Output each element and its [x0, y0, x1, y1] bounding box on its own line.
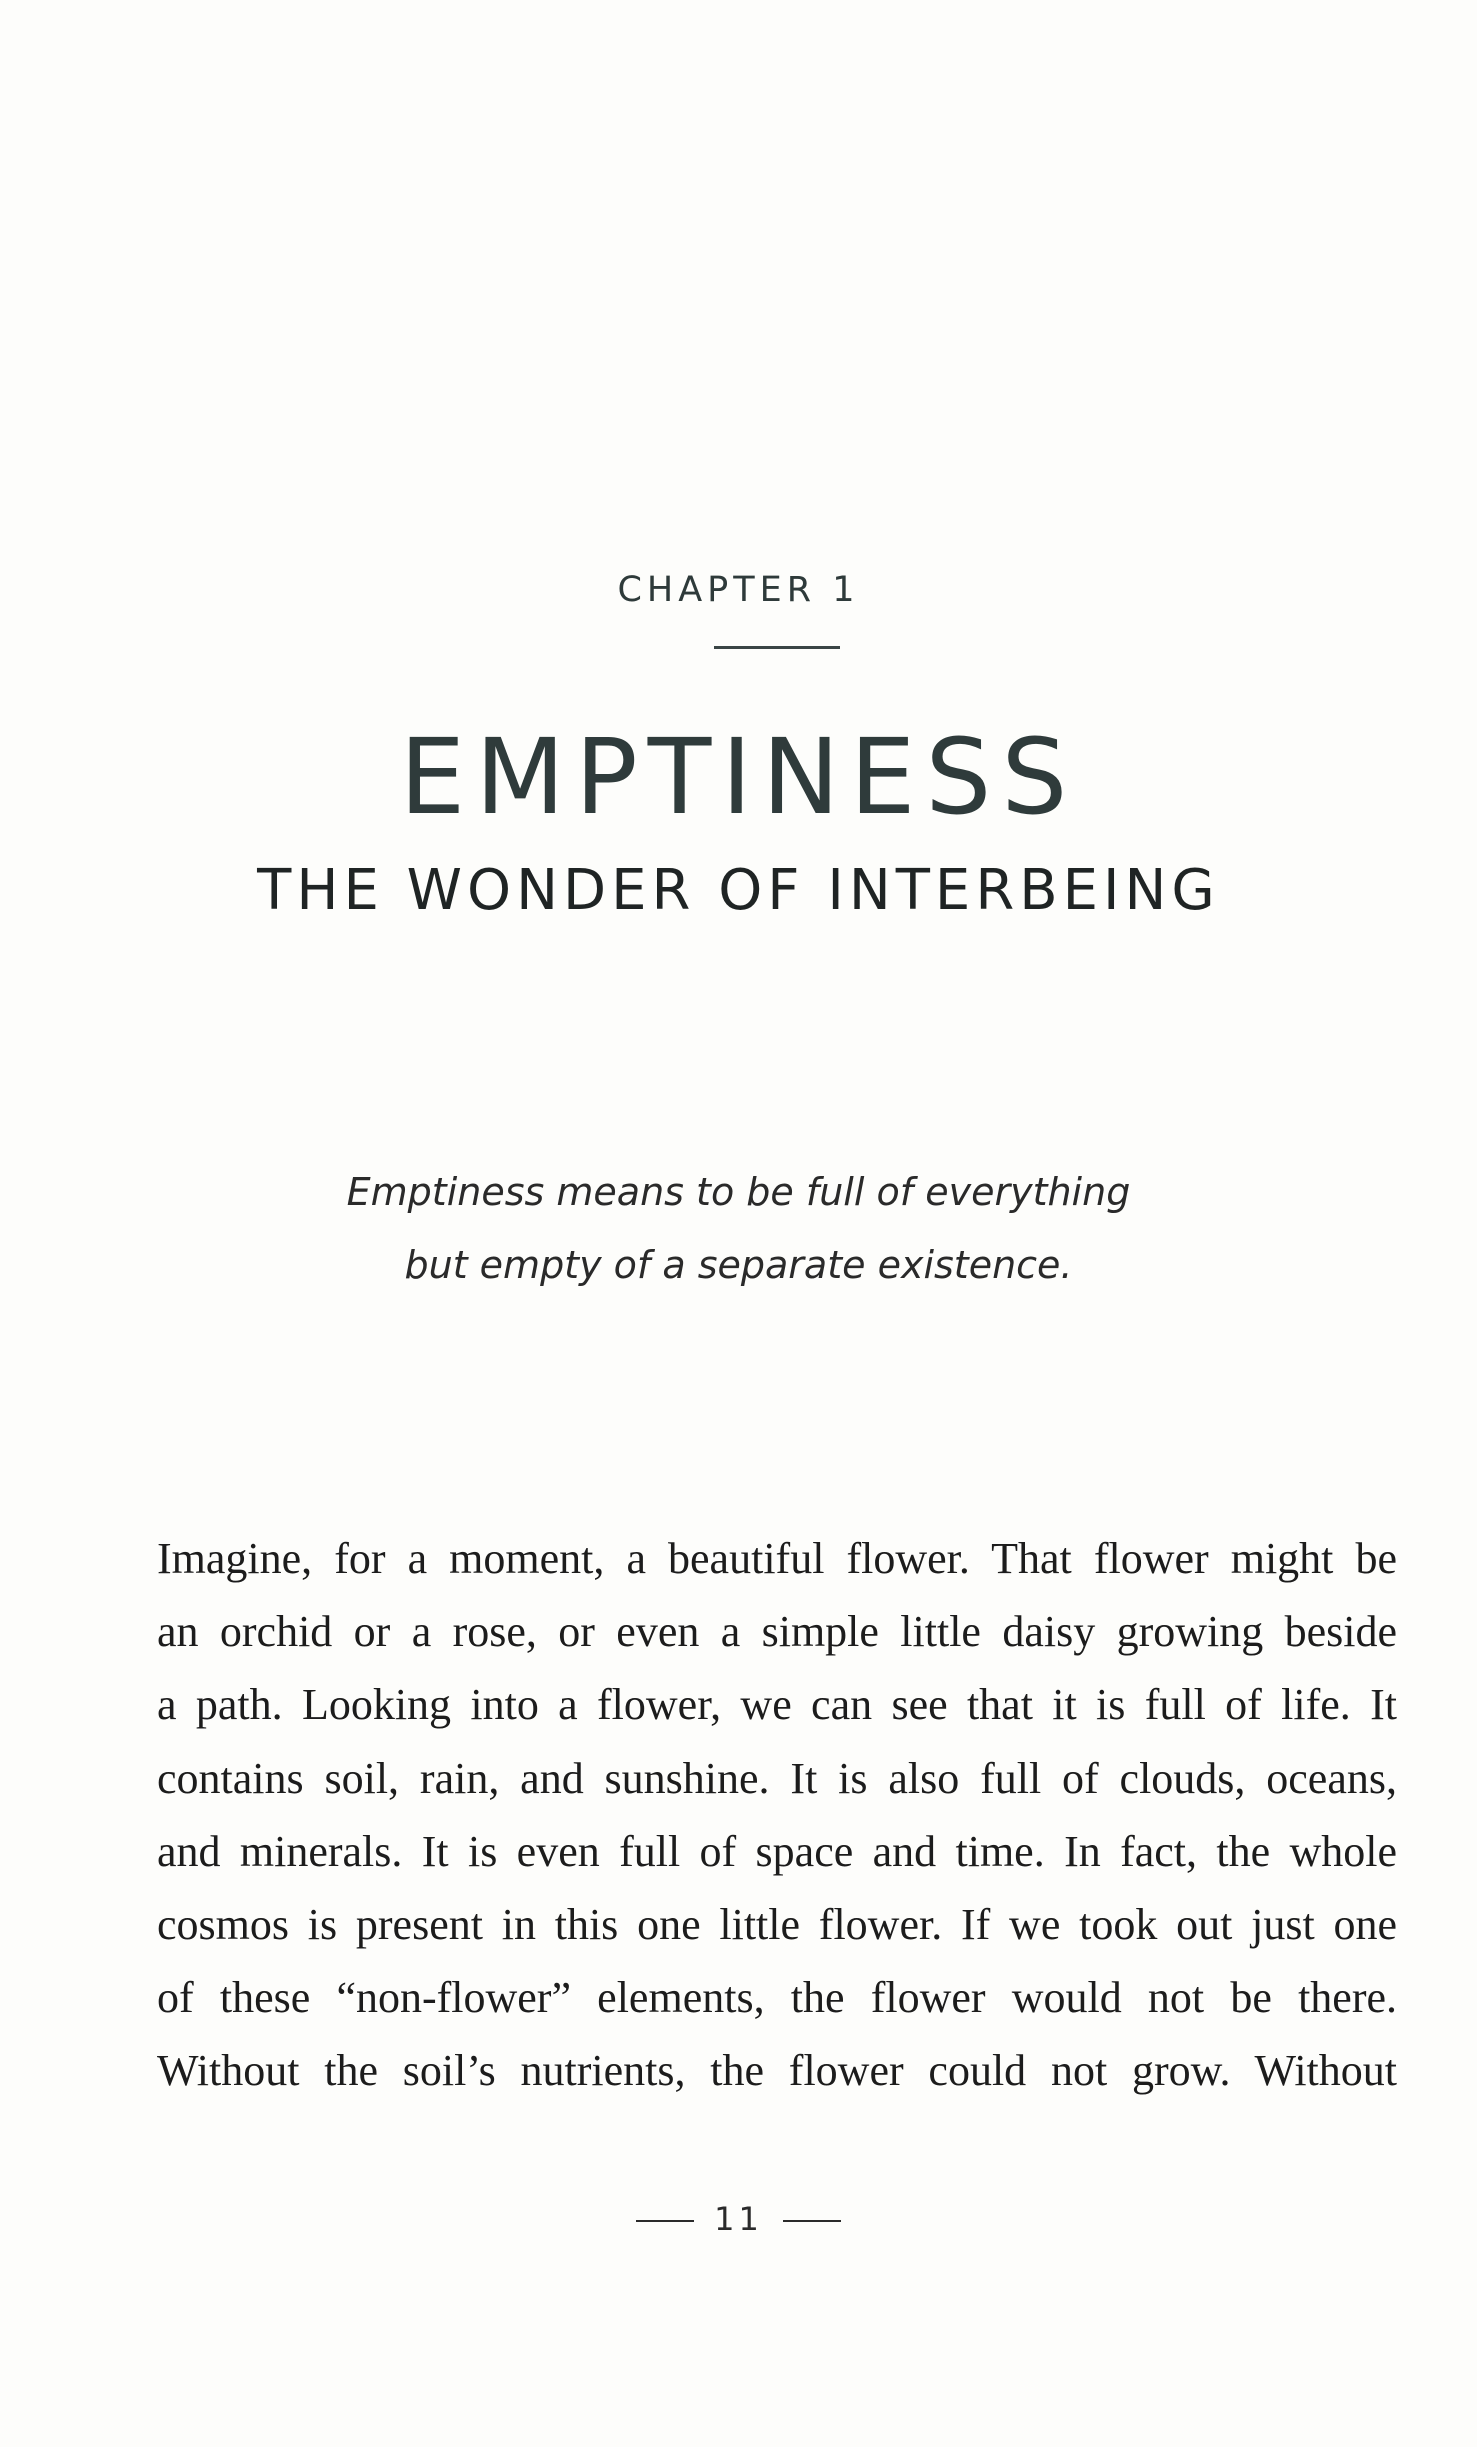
footer-dash-left — [636, 2220, 694, 2222]
epigraph-line: but empty of a separate existence. — [404, 1243, 1073, 1287]
chapter-subtitle: THE WONDER OF INTERBEING — [257, 858, 1220, 923]
body-line: cosmos is present in this one little flower. If we took out just one — [157, 1900, 1397, 1950]
body-line: contains soil, rain, and sunshine. It is also full of clouds, oceans, — [157, 1753, 1397, 1803]
page-footer — [0, 2200, 1477, 2238]
body-line: and minerals. It is even full of space and time. In fact, the whole — [157, 1826, 1397, 1876]
body-line: an orchid or a rose, or even a simple little daisy growing beside — [157, 1607, 1397, 1657]
body-line: Without the soil’s nutrients, the flower could not grow. Without — [157, 2046, 1397, 2096]
body-line: Imagine, for a moment, a beautiful flower. That flower might be — [157, 1534, 1397, 1583]
chapter-divider — [714, 646, 840, 649]
epigraph — [0, 1156, 1477, 1302]
chapter-label: CHAPTER 1 — [617, 570, 860, 610]
body-line: of these “non-flower” elements, the flower would not be there. — [157, 1973, 1397, 2023]
footer-dash-right — [783, 2220, 841, 2222]
page-number: 11 — [714, 2200, 763, 2238]
body-line: a path. Looking into a flower, we can see that it is full of life. It — [157, 1680, 1397, 1730]
chapter-title: EMPTINESS — [399, 716, 1078, 838]
epigraph-line: Emptiness means to be full of everything — [346, 1170, 1131, 1214]
body-paragraph — [157, 1522, 1397, 2108]
